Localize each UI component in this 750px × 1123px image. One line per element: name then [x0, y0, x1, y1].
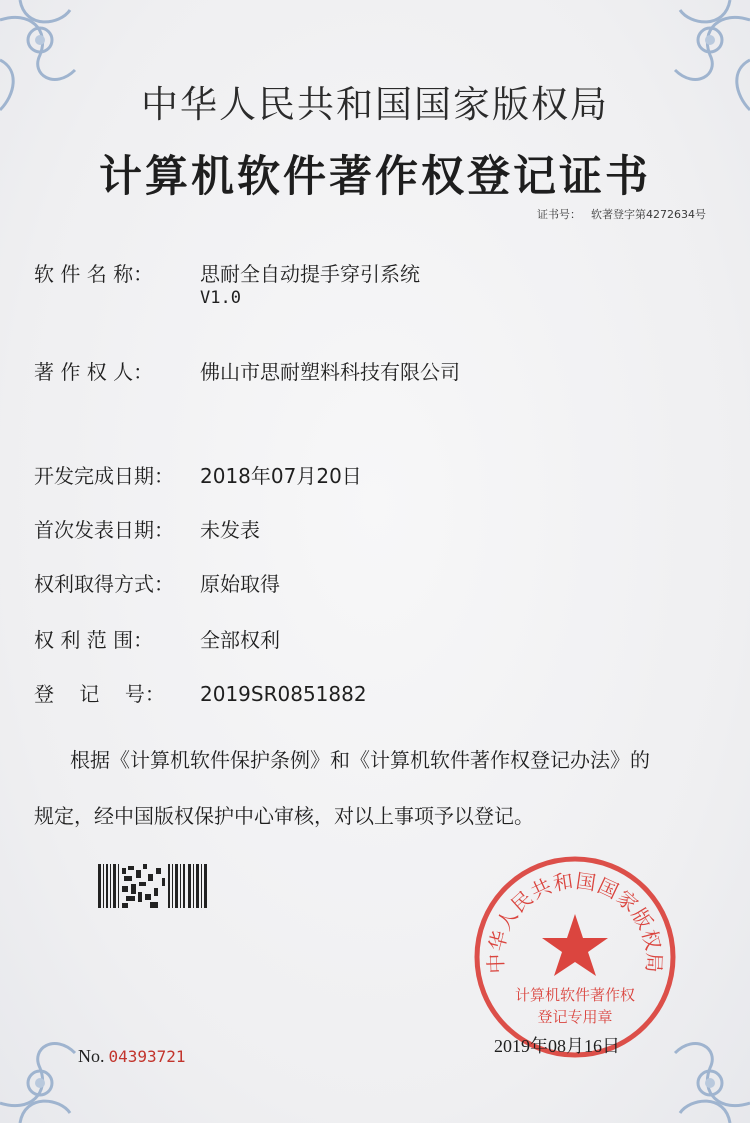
first-publish-row	[34, 514, 260, 543]
software-version: V1.0	[200, 288, 241, 308]
acquire-method-value: 原始取得	[200, 572, 280, 596]
seal-ring-text: 中华人民共和国国家版权局	[483, 868, 667, 975]
software-name-row	[34, 258, 420, 287]
registration-number-value: 2019SR0851882	[200, 682, 367, 706]
completion-date-row	[34, 460, 362, 489]
completion-date-label: 开发完成日期：	[34, 464, 174, 488]
serial-number-value: 04393721	[108, 1047, 186, 1066]
first-publish-value: 未发表	[200, 518, 260, 542]
statement-line-1: 根据《计算机软件保护条例》和《计算机软件著作权登记办法》的	[70, 748, 650, 772]
first-publish-label: 首次发表日期：	[34, 518, 174, 542]
owner-row	[34, 356, 460, 385]
owner-label: 著 作 权 人：	[34, 360, 154, 384]
software-name-value: 思耐全自动提手穿引系统	[200, 262, 420, 286]
seal-inner-line-1: 计算机软件著作权	[514, 986, 636, 1004]
certificate-number-label: 证书号：	[537, 208, 581, 221]
official-seal	[470, 852, 680, 1062]
rights-scope-label: 权 利 范 围：	[34, 628, 154, 652]
rights-scope-value: 全部权利	[200, 628, 280, 652]
rights-scope-row	[34, 624, 280, 653]
owner-value: 佛山市思耐塑料科技有限公司	[200, 360, 460, 384]
acquire-method-label: 权利取得方式：	[34, 572, 174, 596]
issue-date: 2019年08月16日	[494, 1036, 620, 1056]
completion-date-value: 2018年07月20日	[200, 464, 362, 488]
registration-number-label: 登 记 号：	[34, 682, 165, 706]
certificate-title: 计算机软件著作权登记证书	[99, 152, 651, 202]
issuer-title: 中华人民共和国国家版权局	[141, 83, 609, 126]
certificate-number	[537, 206, 706, 222]
statement-line-2: 规定，经中国版权保护中心审核，对以上事项予以登记。	[34, 804, 534, 828]
serial-number	[78, 1046, 186, 1067]
seal-inner-line-2: 登记专用章	[537, 1008, 613, 1026]
certificate-number-value: 软著登字第4272634号	[591, 208, 706, 221]
acquire-method-row	[34, 568, 280, 597]
registration-number-row	[34, 678, 367, 707]
barcode-image	[98, 864, 208, 908]
software-name-label: 软 件 名 称：	[34, 262, 154, 286]
serial-number-label: No.	[78, 1046, 105, 1066]
